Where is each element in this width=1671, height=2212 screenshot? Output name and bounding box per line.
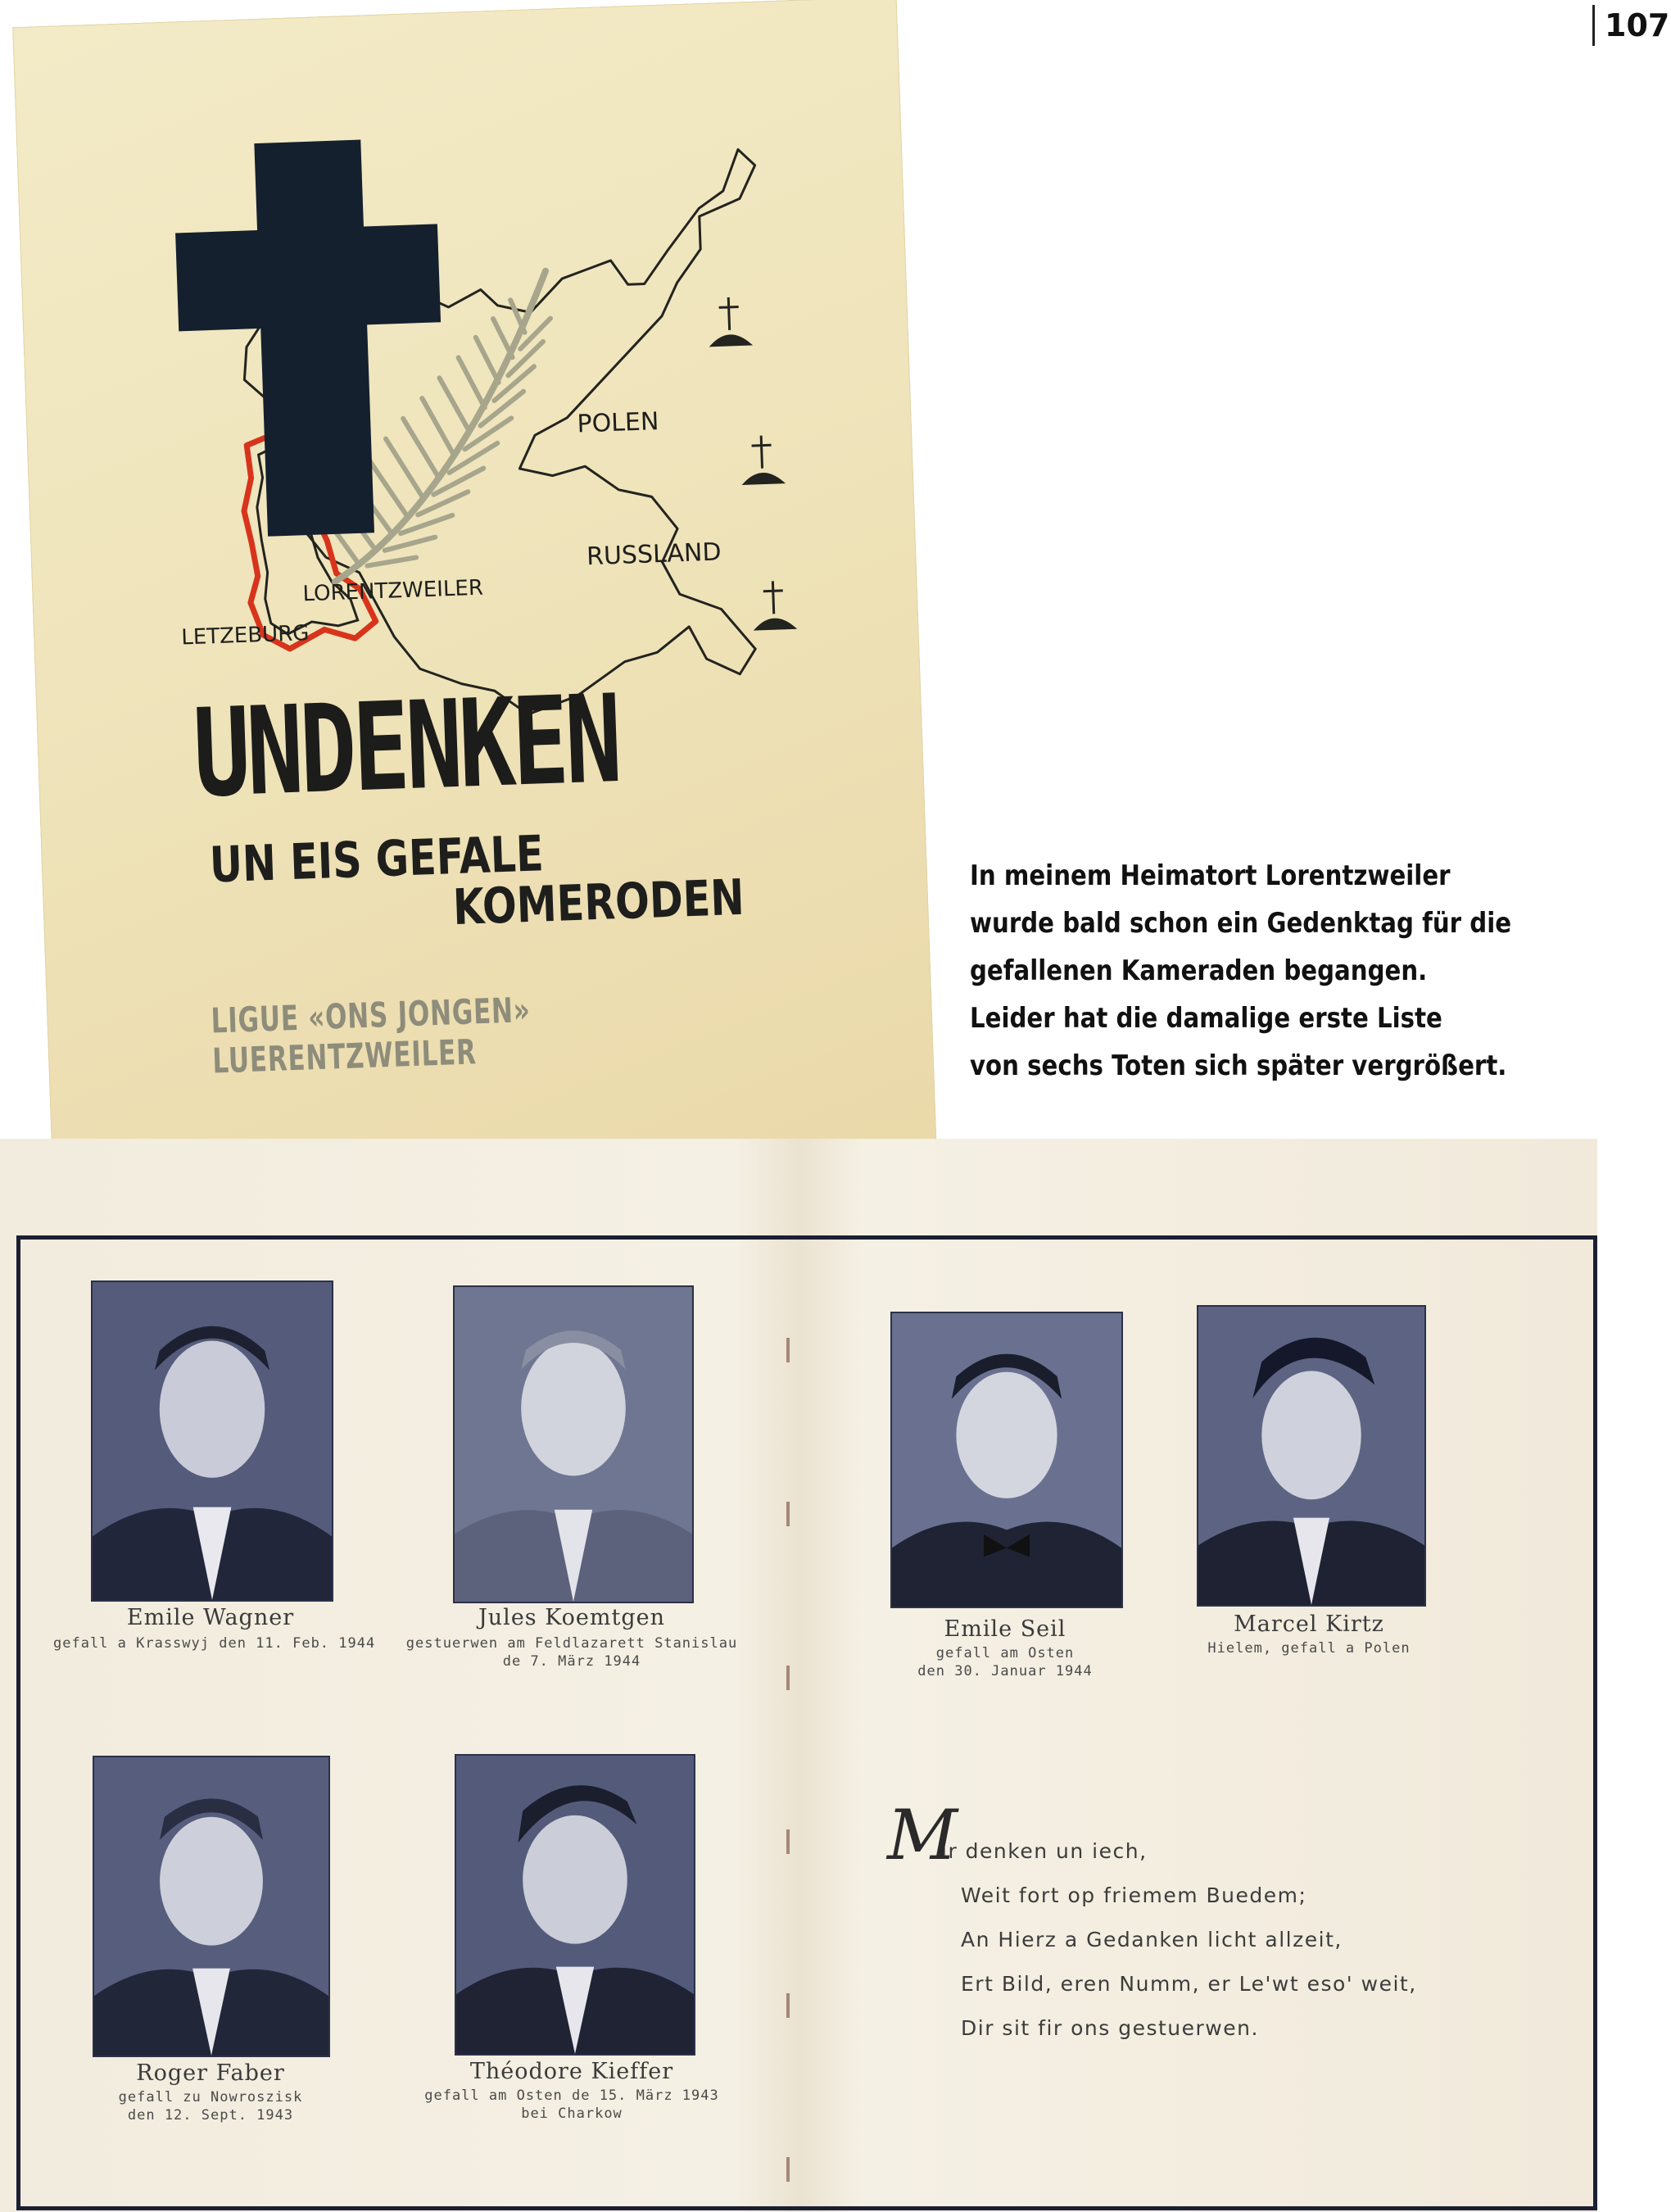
memorial-cover — [12, 0, 938, 1206]
caption-line: von sechs Toten sich später vergrößert. — [970, 1049, 1507, 1082]
portrait-detail-line: Hielem, gefall a Polen — [1207, 1640, 1411, 1657]
portrait-name: Emile Wagner — [126, 1605, 295, 1630]
poem-line: Ert Bild, eren Numm, er Le'wt eso' weit, — [961, 1972, 1417, 1996]
caption-line: gefallenen Kameraden begangen. — [970, 954, 1428, 987]
cover-title: UNDENKEN — [191, 669, 621, 825]
portrait-photo — [91, 1281, 333, 1602]
cover-ligue: LIGUE «ONS JONGEN» LUERENTZWEILER — [210, 989, 532, 1081]
portrait-name: Jules Koemtgen — [478, 1605, 666, 1630]
portrait-photo — [1197, 1305, 1426, 1607]
caption-line: wurde bald schon ein Gedenktag für die — [970, 907, 1512, 940]
portrait-name: Théodore Kieffer — [469, 2059, 674, 2084]
poem-initial: M — [887, 1795, 959, 1875]
grave-marker-icon — [710, 296, 794, 631]
portrait-name: Roger Faber — [136, 2060, 285, 2086]
portrait-detail-line: gefall a Krasswyj den 11. Feb. 1944 — [53, 1635, 376, 1652]
portrait-detail-line: den 12. Sept. 1943 — [127, 2107, 294, 2124]
portrait-photo — [93, 1756, 330, 2057]
cover-subtitle-line1: UN EIS GEFALE — [208, 825, 545, 895]
poem-line: ir denken un iech, — [941, 1839, 1148, 1863]
portrait-detail-line: gefall am Osten de 15. März 1943 — [424, 2087, 719, 2104]
portrait-detail-line: bei Charkow — [521, 2105, 623, 2122]
page-number: 107 — [1592, 5, 1670, 46]
portrait-details — [402, 2087, 741, 2123]
poem-line: Dir sit fir ons gestuerwen. — [961, 2016, 1259, 2040]
portrait-detail-line: gefall zu Nowroszisk — [118, 2089, 303, 2105]
poem-line: Weit fort op friemem Buedem; — [961, 1883, 1307, 1907]
memorial-poem — [887, 1795, 1460, 2051]
portrait-name: Marcel Kirtz — [1234, 1611, 1384, 1637]
portrait-detail-line: den 30. Januar 1944 — [917, 1663, 1093, 1679]
map-label-letzeburg: LETZEBURG — [180, 621, 310, 650]
map-label-lorentzweiler: LORENTZWEILER — [302, 575, 484, 607]
portrait-photo — [890, 1312, 1123, 1608]
cross-icon — [172, 137, 448, 539]
portrait-details — [405, 1634, 738, 1670]
portrait-detail-line: gefall am Osten — [935, 1645, 1075, 1661]
portrait-photo — [453, 1285, 694, 1603]
portrait-detail-line: gestuerwen am Feldlazarett Stanislau — [405, 1635, 738, 1652]
caption — [970, 852, 1512, 1090]
caption-line: Leider hat die damalige erste Liste — [970, 1002, 1442, 1035]
portrait-details — [53, 2088, 368, 2124]
caption-line: In meinem Heimatort Lorentzweiler — [970, 859, 1451, 892]
cover-subtitle-line2: KOMERODEN — [451, 868, 745, 937]
portrait-details — [856, 1644, 1154, 1680]
portrait-details — [1159, 1639, 1459, 1657]
map-label-polen: POLEN — [576, 407, 659, 439]
memorial-booklet — [0, 1139, 1597, 2212]
portrait-photo — [455, 1754, 695, 2056]
portrait-detail-line: de 7. März 1944 — [502, 1653, 641, 1670]
booklet-spine — [786, 1240, 790, 2206]
portrait-name: Emile Seil — [944, 1616, 1066, 1642]
poem-line: An Hierz a Gedanken licht allzeit, — [961, 1928, 1343, 1951]
map-label-russland: RUSSLAND — [586, 537, 722, 572]
booklet-frame — [16, 1235, 1597, 2210]
portrait-details — [53, 1634, 376, 1652]
